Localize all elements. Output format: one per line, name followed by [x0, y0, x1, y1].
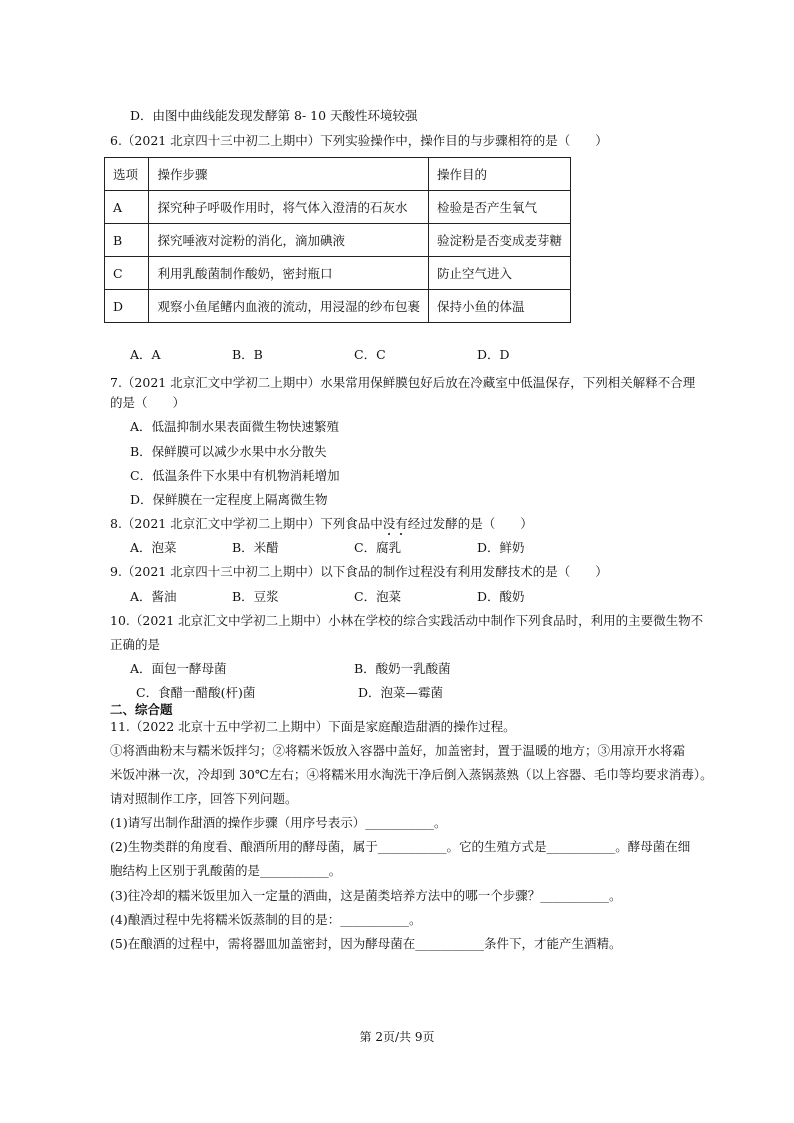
table-cell: D	[105, 290, 149, 323]
table-header-row	[105, 158, 571, 191]
table-row	[105, 224, 571, 257]
q7-stem-line1: 7.（2021 北京汇文中学初二上期中）水果常用保鲜膜包好后放在冷藏室中低温保存，下列相关解释不合理	[110, 375, 696, 390]
q11-process-line1: ①将酒曲粉末与糯米饭拌匀；②将糯米饭放入容器中盖好，加盖密封，置于温暖的地方；③用凉开水将霜	[110, 743, 686, 758]
option-c: C．C	[354, 347, 386, 362]
option-b: B．B	[232, 347, 263, 362]
q7-option-d: D．保鲜膜在一定程度上隔离微生物	[130, 492, 328, 507]
emphasis-char: 有	[395, 516, 408, 531]
q11-subquestion-4: (4)酿酒过程中先将糯米饭蒸制的目的是：___________。	[110, 912, 422, 927]
table-cell: 观察小鱼尾鳍内血液的流动，用浸湿的纱布包裹	[149, 290, 429, 323]
q8-stem	[110, 516, 533, 532]
table-row	[105, 257, 571, 290]
option-a: A．酱油	[130, 589, 177, 604]
q11-stem: 11.（2022 北京十五中学初二上期中）下面是家庭酿造甜酒的操作过程。	[110, 719, 516, 734]
q11-process-line2: 米饭冲淋一次，冷却到 30℃左右；④将糯米用水淘洗干净后倒入蒸锅蒸熟（以上容器、毛巾等均要求消毒）。	[110, 767, 713, 782]
option-d: D．鲜奶	[477, 540, 525, 555]
q10-stem-line2: 正确的是	[110, 637, 161, 652]
table-cell: 保持小鱼的体温	[428, 290, 570, 323]
q11-subquestion-2a: (2)生物类群的角度看、酿酒所用的酵母菌，属于___________。它的生殖方式是___________。酵母菌在细	[110, 839, 691, 854]
option-b: B．酸奶一乳酸菌	[354, 661, 451, 676]
q9-stem: 9.（2021 北京四十三中初二上期中）以下食品的制作过程没有利用发酵技术的是（ ）	[110, 564, 608, 579]
q8-stem-text: 经过发酵的是（ ）	[407, 516, 533, 531]
q7-stem-line2: 的是（ ）	[110, 395, 186, 410]
q6-stem: 6.（2021 北京四十三中初二上期中）下列实验操作中，操作目的与步骤相符的是（ ）	[110, 133, 608, 148]
table-cell: B	[105, 224, 149, 257]
q11-subquestion-5: (5)在酿酒的过程中，需将器皿加盖密封，因为酵母菌在___________条件下，才能产生酒精。	[110, 936, 622, 951]
option-b: B．米醋	[232, 540, 279, 555]
table-cell: 防止空气进入	[428, 257, 570, 290]
table-header-cell: 选项	[105, 158, 149, 191]
option-d: D．D	[477, 347, 510, 362]
q8-stem-text: 8.（2021 北京汇文中学初二上期中）下列食品中	[110, 516, 383, 531]
table-row	[105, 290, 571, 323]
q10-stem-line1: 10.（2021 北京汇文中学初二上期中）小林在学校的综合实践活动中制作下列食品时，利用的主要微生物不	[110, 613, 704, 628]
table-cell: 利用乳酸菌制作酸奶，密封瓶口	[149, 257, 429, 290]
option-a: A．A	[130, 347, 161, 362]
option-c: C．泡菜	[354, 589, 402, 604]
option-d: D．酸奶	[477, 589, 525, 604]
table-row	[105, 191, 571, 224]
q11-subquestion-3: (3)往冷却的糯米饭里加入一定量的酒曲，这是菌类培养方法中的哪一个步骤？___________。	[110, 888, 622, 903]
q7-option-b: B．保鲜膜可以减少水果中水分散失	[130, 444, 327, 459]
table-cell: 探究唾液对淀粉的消化，滴加碘液	[149, 224, 429, 257]
q11-process-line3: 请对照制作工序，回答下列问题。	[110, 791, 298, 806]
q7-option-c: C．低温条件下水果中有机物消耗增加	[130, 468, 340, 483]
table-cell: C	[105, 257, 149, 290]
q11-subquestion-1: (1)请写出制作甜酒的操作步骤（用序号表示）___________。	[110, 815, 447, 830]
table-cell: 检验是否产生氧气	[428, 191, 570, 224]
option-d: D．泡菜—霉菌	[358, 685, 444, 700]
q11-subquestion-2b: 胞结构上区别于乳酸菌的是___________。	[110, 863, 342, 878]
table-cell: A	[105, 191, 149, 224]
option-a: A．泡菜	[130, 540, 177, 555]
emphasis-char: 没	[382, 516, 396, 531]
q6-table	[104, 157, 571, 323]
q7-option-a: A．低温抑制水果表面微生物快速繁殖	[130, 419, 340, 434]
table-header-cell: 操作目的	[428, 158, 570, 191]
table-cell: 探究种子呼吸作用时，将气体入澄清的石灰水	[149, 191, 429, 224]
q5-option-d: D．由图中曲线能发现发酵第 8- 10 天酸性环境较强	[130, 108, 418, 123]
page-footer: 第 2页/共 9页	[359, 1030, 435, 1044]
option-b: B．豆浆	[232, 589, 279, 604]
option-a: A．面包一酵母菌	[130, 661, 227, 676]
option-c: C．食醋一醋酸(杆)菌	[136, 685, 256, 700]
table-cell: 验淀粉是否变成麦芽糖	[428, 224, 570, 257]
section-heading: 二、综合题	[110, 702, 173, 717]
table-header-cell: 操作步骤	[149, 158, 429, 191]
option-c: C．腐乳	[354, 540, 402, 555]
